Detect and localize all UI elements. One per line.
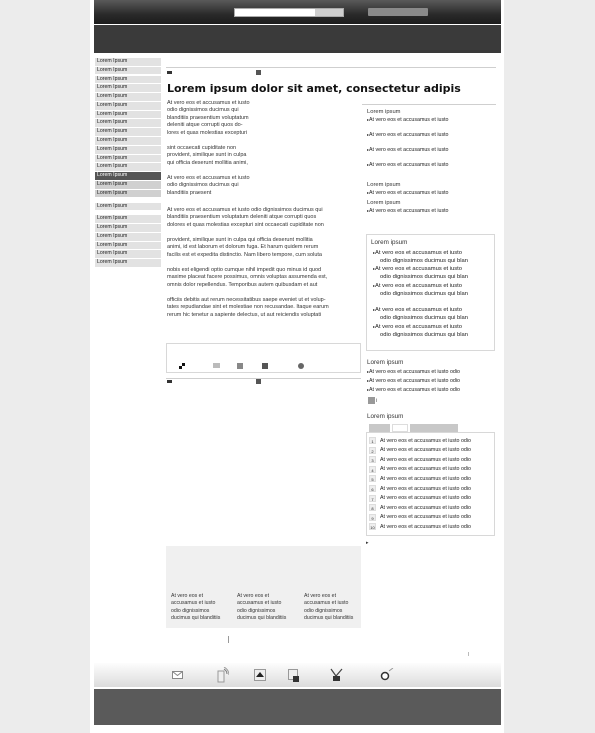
sidebar-item[interactable]: Lorem Ipsum <box>95 111 161 119</box>
email-icon[interactable] <box>167 71 172 74</box>
text-line: At vero eos et <box>237 593 270 599</box>
delicious-icon[interactable] <box>179 363 185 369</box>
numbered-list-item[interactable] <box>369 474 471 483</box>
text-line: nobis est eligendi optio cumque nihil impedit quo minus id quod <box>167 267 322 273</box>
text-cursor <box>228 636 229 643</box>
item-label: At vero eos et accusamus et iusto odio <box>380 437 471 444</box>
item-label: At vero eos et accusamus et iusto odio <box>380 447 471 454</box>
sidebar-item[interactable]: Lorem Ipsum <box>95 84 161 92</box>
item-number: 9 <box>369 514 376 521</box>
sidebar-item[interactable]: Lorem Ipsum <box>95 119 161 127</box>
right-link[interactable]: ▸ At vero eos et accusamus et iusto <box>367 132 449 138</box>
box-item-text: odio dignissimos ducimus qui blan <box>380 258 468 264</box>
divider <box>362 104 496 105</box>
sidebar-item[interactable]: Lorem Ipsum <box>95 58 161 66</box>
numbered-list-item[interactable] <box>369 465 471 474</box>
stumbleupon-icon[interactable] <box>298 363 304 369</box>
sidebar-item[interactable]: Lorem Ipsum <box>95 259 161 267</box>
text-line: At vero eos et <box>304 593 337 599</box>
tick-mark <box>468 652 469 656</box>
item-number: 10 <box>370 525 375 531</box>
text-line: At vero eos et accusamus et iusto <box>167 100 250 106</box>
search-button[interactable] <box>315 9 343 16</box>
share-box <box>166 343 361 373</box>
text-line: ducimus qui blanditiis <box>304 615 354 622</box>
text-line: blanditiis praesent <box>167 189 212 196</box>
text-line: provident, similique sunt in culpa qui officia deserunt mollitia <box>167 237 313 243</box>
footer-band <box>94 689 501 725</box>
sidebar-item[interactable]: Lorem Ipsum <box>95 224 161 232</box>
text-line: blanditiis praesentium voluptatum deleniti atque corrupti quos <box>167 214 317 221</box>
section-title: Lorem ipsum <box>367 359 404 366</box>
item-label: At vero eos et accusamus et iusto odio <box>380 514 471 521</box>
mail-icon[interactable] <box>172 671 183 679</box>
sidebar-item[interactable]: Lorem Ipsum <box>95 163 161 171</box>
text-line: ducimus qui blanditiis <box>237 615 287 622</box>
text-line: officiis debitis aut rerum necessitatibus saepe eveniet ut et volup- <box>167 297 326 303</box>
sidebar-item[interactable]: Lorem Ipsum <box>95 137 161 145</box>
section-title: Lorem ipsum <box>367 109 401 115</box>
numbered-list-item[interactable] <box>369 484 471 493</box>
rss-label: i <box>376 398 378 404</box>
print-icon[interactable] <box>256 70 261 75</box>
section-title: Lorem ipsum <box>367 182 401 188</box>
numbered-list-item[interactable] <box>369 522 471 531</box>
text-line: At vero eos et <box>171 593 204 599</box>
paragraph-3 <box>167 175 250 197</box>
right-link[interactable]: ▸ At vero eos et accusamus et iusto odio <box>367 387 460 393</box>
item-label: At vero eos et accusamus et iusto odio <box>380 456 471 463</box>
box-item-link[interactable]: ▸ At vero eos et accusamus et iusto <box>373 250 462 256</box>
text-line: tates repudiandae sint et molestiae non recusandae. Itaque earum <box>167 304 329 311</box>
sidebar-group-1 <box>95 58 161 197</box>
article-title: Lorem ipsum dolor sit amet, consectetur adipis <box>167 82 461 95</box>
item-label: At vero eos et accusamus et iusto odio <box>380 504 471 511</box>
settings-icon[interactable] <box>380 668 394 682</box>
numbered-list-item[interactable] <box>369 436 471 445</box>
section-title: Lorem ipsum <box>367 200 401 206</box>
right-link[interactable]: ▸ At vero eos et accusamus et iusto <box>367 147 449 153</box>
sidebar-item[interactable]: Lorem Ipsum <box>95 203 161 211</box>
sidebar-item[interactable]: Lorem Ipsum <box>95 242 161 250</box>
calendar-icon[interactable] <box>288 669 300 682</box>
sidebar-item[interactable]: Lorem Ipsum <box>95 172 161 180</box>
sidebar-item[interactable]: Lorem Ipsum <box>95 93 161 101</box>
rss-icon[interactable] <box>368 397 378 404</box>
box-item-link[interactable]: ▸ At vero eos et accusamus et iusto <box>373 307 462 313</box>
text-line: sint occaecati cupiditate non <box>167 145 237 151</box>
item-number: 3 <box>369 456 376 463</box>
text-line: ducimus qui blanditiis <box>171 615 221 622</box>
sidebar-item[interactable]: Lorem Ipsum <box>95 67 161 75</box>
item-number: 8 <box>369 504 376 511</box>
right-link[interactable]: ▸ At vero eos et accusamus et iusto odio <box>367 378 460 384</box>
item-number: 7 <box>369 495 376 502</box>
more-link[interactable]: ▸ <box>366 540 369 546</box>
facebook-icon[interactable] <box>262 363 268 369</box>
numbered-list-item[interactable] <box>369 503 471 512</box>
item-label: At vero eos et accusamus et iusto odio <box>380 485 471 492</box>
sidebar-group-2 <box>95 203 161 267</box>
text-line: maxime placeat facere possimus, omnis voluptas assumenda est, <box>167 274 328 281</box>
tab-3[interactable] <box>410 424 458 432</box>
text-line: provident, similique sunt in culpa <box>167 152 247 159</box>
sidebar-item[interactable]: Lorem Ipsum <box>95 128 161 136</box>
right-link[interactable]: ▸ At vero eos et accusamus et iusto <box>367 190 449 196</box>
box-item-link[interactable]: ▸ At vero eos et accusamus et iusto <box>373 266 462 272</box>
paragraph-1 <box>167 100 250 137</box>
text-line: odio dignissimos <box>237 607 276 614</box>
paragraph-2 <box>167 145 248 167</box>
text-line: At vero eos et accusamus et iusto <box>167 175 250 181</box>
lorem-box <box>366 234 495 351</box>
numbered-list-item[interactable] <box>369 446 471 455</box>
item-number: 6 <box>369 485 376 492</box>
item-label: At vero eos et accusamus et iusto odio <box>380 466 471 473</box>
item-label: At vero eos et accusamus et iusto odio <box>380 495 471 502</box>
sidebar-item[interactable]: Lorem Ipsum <box>95 146 161 154</box>
sidebar-item[interactable]: Lorem Ipsum <box>95 155 161 163</box>
divider <box>166 67 496 68</box>
text-line: accusamus et iusto <box>237 600 282 607</box>
tab-1[interactable] <box>369 424 390 432</box>
upload-icon[interactable] <box>254 669 266 681</box>
top-action-button[interactable] <box>368 8 428 16</box>
footer-column <box>237 593 297 623</box>
download-icon[interactable] <box>330 668 343 682</box>
text-line: odio dignissimos ducimus qui <box>167 107 239 114</box>
sidebar-item[interactable]: Lorem Ipsum <box>95 76 161 84</box>
numbered-list-item[interactable] <box>369 455 471 464</box>
sidebar-item[interactable]: Lorem Ipsum <box>95 233 161 241</box>
print-icon[interactable] <box>256 379 261 384</box>
sidebar <box>95 58 161 268</box>
text-line: At vero eos et accusamus et iusto odio dignissimos ducimus qui <box>167 207 323 213</box>
item-label: At vero eos et accusamus et iusto odio <box>380 475 471 482</box>
text-line: odio dignissimos <box>304 607 343 614</box>
text-line: facilis est et expedita distinctio. Nam libero tempore, cum soluta <box>167 251 322 258</box>
box-item-link[interactable]: ▸ At vero eos et accusamus et iusto <box>373 324 462 330</box>
search-input[interactable] <box>234 8 344 17</box>
text-line: accusamus et iusto <box>171 600 216 607</box>
navigation-band <box>94 25 501 53</box>
box-item-text: odio dignissimos ducimus qui blan <box>380 274 468 280</box>
tab-2[interactable] <box>392 424 408 432</box>
paragraph-5 <box>167 237 322 259</box>
text-line: rerum hic tenetur a sapiente delectus, ut aut reiciendis voluptati <box>167 311 322 318</box>
paragraph-4 <box>167 207 324 229</box>
footer-column <box>171 593 231 623</box>
right-link[interactable]: ▸ At vero eos et accusamus et iusto <box>367 208 449 214</box>
sidebar-item[interactable]: Lorem Ipsum <box>95 181 161 189</box>
sidebar-item[interactable]: Lorem Ipsum <box>95 250 161 258</box>
item-label: At vero eos et accusamus et iusto odio <box>380 523 471 530</box>
box-item-text: odio dignissimos ducimus qui blan <box>380 332 468 338</box>
item-number: 2 <box>369 447 376 454</box>
text-line: blanditiis praesentium voluptatum <box>167 114 249 121</box>
text-line: odio dignissimos <box>171 607 210 614</box>
text-line: lores et quas molestias excepturi <box>167 129 248 136</box>
text-line: accusamus et iusto <box>304 600 349 607</box>
text-line: omnis dolor repellendus. Temporibus autem quibusdam et aut <box>167 281 318 288</box>
paragraph-7 <box>167 297 329 319</box>
text-line: qui officia deserunt mollitia animi, <box>167 159 248 166</box>
box-title: Lorem ipsum <box>371 239 408 246</box>
box-item-text: odio dignissimos ducimus qui blan <box>380 315 468 321</box>
text-line: deleniti atque corrupti quos do- <box>167 122 243 129</box>
sidebar-item[interactable]: Lorem Ipsum <box>95 215 161 223</box>
email-icon[interactable] <box>167 380 172 383</box>
right-link[interactable]: ▸ At vero eos et accusamus et iusto odio <box>367 369 460 375</box>
sidebar-item[interactable]: Lorem Ipsum <box>95 190 161 198</box>
item-number: 5 <box>369 475 376 482</box>
box-item-link[interactable]: ▸ At vero eos et accusamus et iusto <box>373 283 462 289</box>
phone-icon[interactable] <box>217 667 229 683</box>
item-number: 4 <box>369 466 376 473</box>
section-title: Lorem ipsum <box>367 413 404 420</box>
paragraph-6 <box>167 267 327 289</box>
right-link[interactable]: ▸ At vero eos et accusamus et iusto <box>367 162 449 168</box>
text-line: dolores et quas molestias excepturi sint occaecati cupiditate non <box>167 221 324 228</box>
item-number: 1 <box>369 437 376 444</box>
divider <box>166 378 361 379</box>
numbered-list-item[interactable] <box>369 494 471 503</box>
sidebar-item[interactable]: Lorem Ipsum <box>95 102 161 110</box>
footer-column <box>304 593 364 623</box>
box-item-text: odio dignissimos ducimus qui blan <box>380 291 468 297</box>
text-line: animi, id est laborum et dolorum fuga. Et harum quidem rerum <box>167 244 319 251</box>
digg-icon[interactable] <box>213 363 220 368</box>
right-link[interactable]: ▸ At vero eos et accusamus et iusto <box>367 117 449 123</box>
text-line: odio dignissimos ducimus qui <box>167 182 239 189</box>
numbered-list-item[interactable] <box>369 513 471 522</box>
reddit-icon[interactable] <box>237 363 243 369</box>
